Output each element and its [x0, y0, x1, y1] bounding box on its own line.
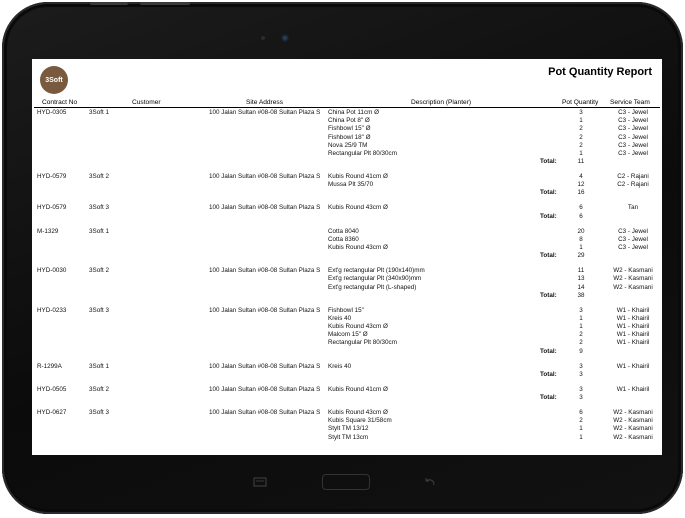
total-value: 3: [579, 370, 583, 378]
customer-name: 3Soft 1: [89, 227, 109, 235]
total-value: 16: [577, 189, 585, 197]
report-group: [32, 363, 662, 379]
service-team: W1 - Khairil: [616, 314, 650, 322]
recent-apps-icon[interactable]: [252, 476, 268, 488]
total-label: Total:: [540, 189, 557, 197]
planter-description: China Pot 11cm Ø: [328, 109, 379, 116]
pot-quantity: 6: [579, 204, 583, 212]
pot-quantity: 2: [579, 141, 583, 149]
table-row: [32, 109, 662, 117]
report-group: [32, 307, 662, 356]
planter-description: Cotta 8360: [328, 235, 359, 243]
group-gap: [32, 300, 662, 307]
site-address: 100 Jalan Sultan #08-08 Sultan Plaza S: [209, 306, 321, 314]
total-label: Total:: [540, 370, 557, 378]
customer-name: 3Soft 1: [89, 362, 109, 370]
group-gap: [32, 356, 662, 363]
planter-description: Ext'g rectangular Plt (190x140)mm: [328, 267, 425, 275]
total-value: 11: [577, 158, 585, 166]
table-row: [32, 228, 662, 236]
report-group: [32, 228, 662, 261]
pot-quantity: 2: [579, 331, 583, 339]
pot-quantity: 1: [579, 149, 583, 157]
pot-quantity: 13: [577, 275, 585, 283]
pot-quantity: 1: [579, 314, 583, 322]
table-row: [32, 434, 662, 442]
customer-name: 3Soft 2: [89, 267, 109, 275]
pot-quantity: 4: [579, 173, 583, 181]
total-row: [32, 158, 662, 166]
service-team: W2 - Kasmani: [613, 425, 653, 433]
site-address: 100 Jalan Sultan #08-08 Sultan Plaza S: [209, 385, 321, 393]
service-team: C3 - Jewel: [618, 149, 648, 157]
planter-description: Fishbowl 18" Ø: [328, 133, 371, 141]
report-rows: [32, 109, 662, 449]
customer-name: 3Soft 3: [89, 409, 109, 416]
pot-quantity: 1: [579, 117, 583, 125]
customer-name: 3Soft 3: [89, 306, 109, 314]
planter-description: Kubis Round 41cm Ø: [328, 385, 388, 393]
planter-description: Kubis Round 43cm Ø: [328, 409, 388, 416]
pot-quantity: 12: [577, 181, 585, 189]
contract-no: HYD-0233: [37, 306, 67, 314]
service-team: Tan: [627, 204, 639, 212]
report-group: [32, 109, 662, 166]
back-icon[interactable]: [423, 476, 437, 488]
service-team: W2 - Kasmani: [613, 409, 653, 416]
service-team: W2 - Kasmani: [613, 417, 653, 425]
planter-description: Kubis Round 43cm Ø: [328, 204, 388, 212]
group-gap: [32, 166, 662, 173]
planter-description: China Pot 8" Ø: [328, 117, 370, 125]
table-row: [32, 244, 662, 252]
total-label: Total:: [540, 291, 557, 299]
contract-no: HYD-0579: [37, 204, 67, 212]
tablet-edge-button-mid: [140, 2, 190, 5]
table-row: [32, 142, 662, 150]
total-row: [32, 213, 662, 221]
contract-no: HYD-0305: [37, 109, 67, 116]
table-row: [32, 275, 662, 283]
pot-quantity: 14: [577, 283, 585, 291]
pot-quantity: 1: [579, 425, 583, 433]
group-gap: [32, 260, 662, 267]
pot-quantity: 20: [577, 227, 585, 235]
planter-description: Malcom 15" Ø: [328, 331, 368, 339]
service-team: C3 - Jewel: [618, 227, 648, 235]
service-team: C3 - Jewel: [618, 125, 648, 133]
table-row: [32, 150, 662, 158]
contract-no: R-1299A: [37, 362, 62, 370]
planter-description: Rectangular Plt 80/30cm: [328, 339, 397, 347]
site-address: 100 Jalan Sultan #08-08 Sultan Plaza S: [209, 362, 321, 370]
pot-quantity: 6: [579, 409, 583, 416]
customer-name: 3Soft 3: [89, 204, 109, 212]
report-title: Pot Quantity Report: [548, 66, 652, 78]
table-row: [32, 181, 662, 189]
planter-description: Nova 25/9 TM: [328, 141, 368, 149]
planter-description: Kubis Square 31/58cm: [328, 417, 392, 425]
service-team: C3 - Jewel: [618, 141, 648, 149]
report-screen: [32, 59, 662, 455]
sensor-icon: [261, 36, 265, 40]
total-row: [32, 189, 662, 197]
service-team: C2 - Rajani: [617, 181, 649, 189]
planter-description: Fishbowl 15" Ø: [328, 125, 371, 133]
table-row: [32, 323, 662, 331]
planter-description: Fishbowl 15": [328, 306, 364, 314]
service-team: C3 - Jewel: [618, 109, 648, 116]
header-description: Description (Planter): [411, 99, 472, 106]
header-site: Site Address: [246, 99, 284, 106]
planter-description: Kubis Round 43cm Ø: [328, 323, 388, 331]
camera-icon: [281, 34, 289, 42]
group-gap: [32, 402, 662, 409]
table-row: [32, 236, 662, 244]
site-address: 100 Jalan Sultan #08-08 Sultan Plaza S: [209, 173, 321, 181]
tablet-edge-button-left: [90, 2, 128, 5]
table-row: [32, 331, 662, 339]
service-team: W2 - Kasmani: [613, 275, 653, 283]
header-customer: Customer: [132, 99, 161, 106]
report-group: [32, 204, 662, 220]
site-address: 100 Jalan Sultan #08-08 Sultan Plaza S: [209, 204, 321, 212]
total-row: [32, 394, 662, 402]
header-divider: [34, 107, 660, 108]
pot-quantity: 1: [579, 323, 583, 331]
report-group: [32, 409, 662, 442]
service-team: C3 - Jewel: [618, 133, 648, 141]
pot-quantity: 2: [579, 417, 583, 425]
service-team: C3 - Jewel: [618, 244, 648, 252]
planter-description: Ext'g rectangular Plt (L-shaped): [328, 283, 417, 291]
planter-description: Ext'g rectangular Plt (340x90)mm: [328, 275, 422, 283]
contract-no: HYD-0030: [37, 267, 67, 275]
report-group: [32, 173, 662, 198]
planter-description: Stylt TM 13/12: [328, 425, 369, 433]
pot-quantity: 2: [579, 125, 583, 133]
total-label: Total:: [540, 252, 557, 260]
pot-quantity: 3: [579, 306, 583, 314]
group-gap: [32, 379, 662, 386]
planter-description: Mussa Plt 35/70: [328, 181, 374, 189]
site-address: 100 Jalan Sultan #08-08 Sultan Plaza S: [209, 409, 321, 416]
planter-description: Cotta 8040: [328, 227, 359, 235]
total-row: [32, 348, 662, 356]
table-row: [32, 117, 662, 125]
planter-description: Rectangular Plt 80/30cm: [328, 149, 397, 157]
table-row: [32, 425, 662, 433]
total-value: 3: [579, 394, 583, 402]
table-row: [32, 125, 662, 133]
pot-quantity: 3: [579, 362, 583, 370]
customer-name: 3Soft 1: [89, 109, 109, 116]
service-team: C3 - Jewel: [618, 235, 648, 243]
service-team: W1 - Khairil: [616, 331, 650, 339]
pot-quantity: 11: [577, 267, 585, 275]
total-value: 6: [579, 212, 583, 220]
planter-description: Kreis 40: [328, 362, 352, 370]
pot-quantity: 2: [579, 339, 583, 347]
table-row: [32, 134, 662, 142]
total-row: [32, 292, 662, 300]
table-row: [32, 204, 662, 212]
table-row: [32, 339, 662, 347]
home-button[interactable]: [322, 474, 370, 490]
table-row: [32, 307, 662, 315]
table-row: [32, 284, 662, 292]
total-label: Total:: [540, 212, 557, 220]
table-row: [32, 417, 662, 425]
table-row: [32, 173, 662, 181]
group-gap: [32, 442, 662, 449]
table-row: [32, 409, 662, 417]
customer-name: 3Soft 2: [89, 173, 109, 181]
total-label: Total:: [540, 158, 557, 166]
total-value: 38: [577, 291, 585, 299]
service-team: W2 - Kasmani: [613, 283, 653, 291]
service-team: C2 - Rajani: [617, 173, 649, 181]
contract-no: HYD-0505: [37, 385, 67, 393]
pot-quantity: 8: [579, 235, 583, 243]
table-row: [32, 363, 662, 371]
report-group: [32, 386, 662, 402]
pot-quantity: 2: [579, 133, 583, 141]
pot-quantity: 1: [579, 244, 583, 252]
total-label: Total:: [540, 394, 557, 402]
company-logo: 3Soft: [40, 66, 68, 94]
service-team: W1 - Khairil: [616, 362, 650, 370]
site-address: 100 Jalan Sultan #08-08 Sultan Plaza S: [209, 267, 321, 275]
group-gap: [32, 198, 662, 205]
total-row: [32, 252, 662, 260]
group-gap: [32, 221, 662, 228]
service-team: C3 - Jewel: [618, 117, 648, 125]
site-address: 100 Jalan Sultan #08-08 Sultan Plaza S: [209, 109, 321, 116]
service-team: W1 - Khairil: [616, 323, 650, 331]
header-team: Service Team: [610, 99, 650, 106]
table-row: [32, 386, 662, 394]
contract-no: HYD-0579: [37, 173, 67, 181]
pot-quantity: 3: [579, 385, 583, 393]
contract-no: HYD-0627: [37, 409, 67, 416]
total-value: 29: [577, 252, 585, 260]
total-row: [32, 371, 662, 379]
report-group: [32, 267, 662, 300]
planter-description: Kubis Round 43cm Ø: [328, 244, 388, 252]
total-value: 9: [579, 347, 583, 355]
total-label: Total:: [540, 347, 557, 355]
service-team: W1 - Khairil: [616, 306, 650, 314]
planter-description: Kreis 40: [328, 314, 352, 322]
planter-description: Stylt TM 13cm: [328, 433, 369, 441]
table-row: [32, 267, 662, 275]
customer-name: 3Soft 2: [89, 385, 109, 393]
service-team: W1 - Khairil: [616, 385, 650, 393]
service-team: W2 - Kasmani: [613, 267, 653, 275]
service-team: W1 - Khairil: [616, 339, 650, 347]
table-row: [32, 315, 662, 323]
pot-quantity: 1: [579, 433, 583, 441]
header-contract: Contract No: [42, 99, 78, 106]
pot-quantity: 3: [579, 109, 583, 116]
contract-no: M-1329: [37, 227, 59, 235]
header-qty: Pot Quantity: [562, 99, 599, 106]
service-team: W2 - Kasmani: [613, 433, 653, 441]
planter-description: Kubis Round 41cm Ø: [328, 173, 388, 181]
